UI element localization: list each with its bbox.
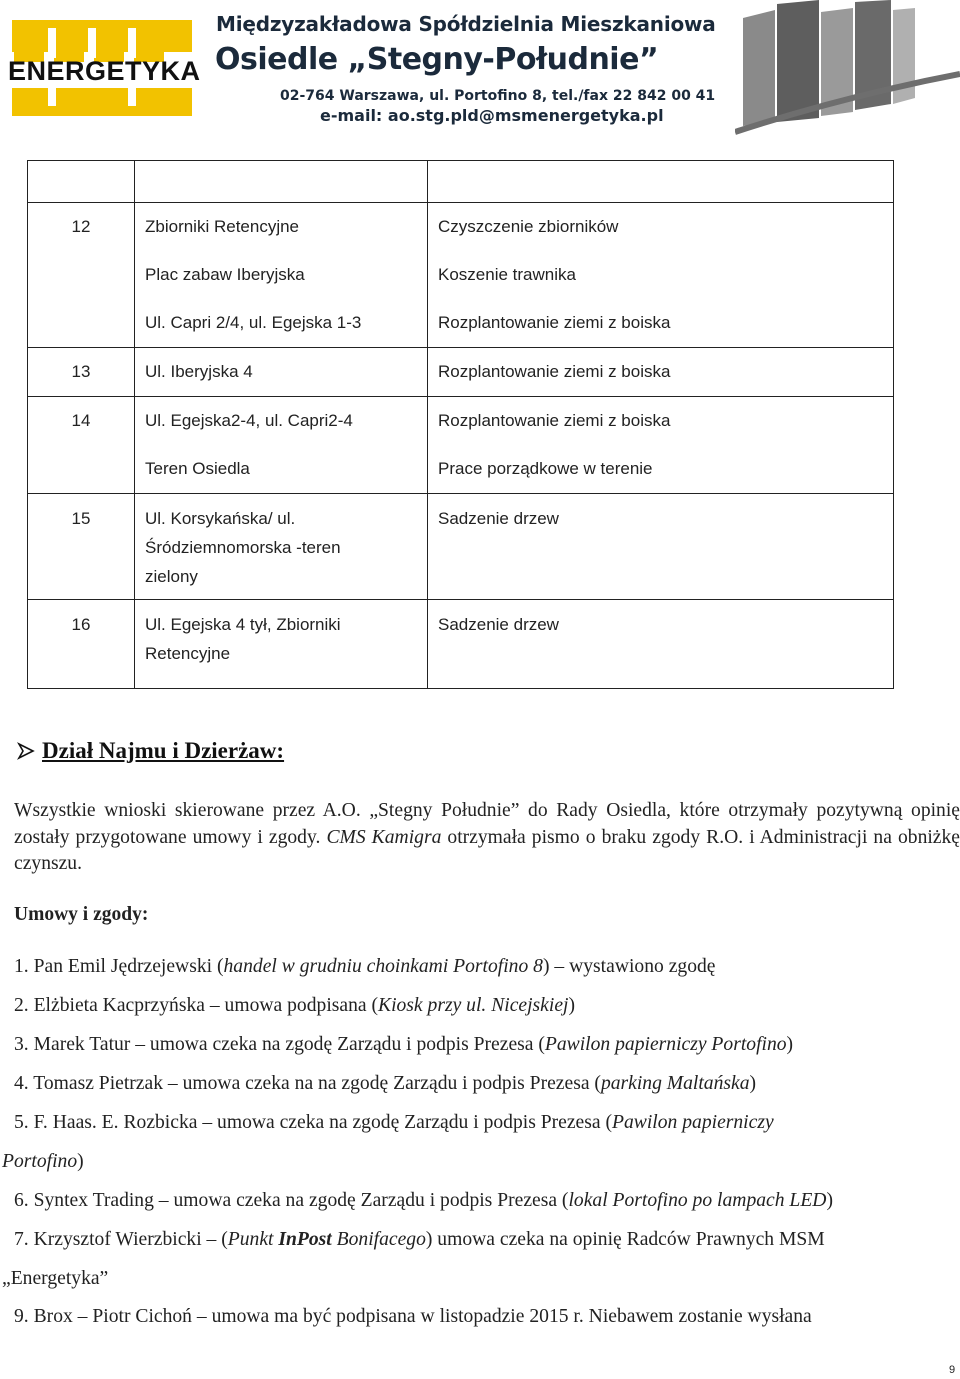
table-row (28, 397, 894, 494)
work-cell (428, 161, 894, 203)
table-row (28, 348, 894, 397)
maintenance-table (27, 160, 894, 689)
place-line: Zbiorniki Retencyjne (145, 217, 300, 236)
work-line: Rozplantowanie ziemi z boiska (438, 313, 671, 332)
place-line: Ul. Korsykańska/ ul. (145, 509, 296, 528)
place-line: Ul. Capri 2/4, ul. Egejska 1-3 (145, 313, 362, 332)
row-number: 16 (71, 615, 91, 634)
table-row (28, 203, 894, 348)
place-line: Ul. Iberyjska 4 (145, 362, 253, 381)
work-line: Rozplantowanie ziemi z boiska (438, 411, 671, 430)
table-row (28, 161, 894, 203)
place-line: Śródziemnomorska -teren (145, 538, 341, 557)
page-number: 9 (949, 1364, 956, 1376)
list-item: 9. Brox – Piotr Cichoń – umowa ma być podpisana w listopadzie 2015 r. Niebawem zostanie wysłana (14, 1306, 812, 1327)
list-item: 1. Pan Emil Jędrzejewski (handel w grudniu choinkami Portofino 8) – wystawiono zgodę (14, 956, 716, 977)
place-line: Ul. Egejska2-4, ul. Capri2-4 (145, 411, 353, 430)
section-paragraph (14, 798, 960, 878)
paragraph-text: Wszystkie wnioski skierowane przez A.O. „Stegny Południe” do Rady Osiedla, które otrzymały pozytywną opinię zostały przygotowane umowy i zgody. (14, 800, 960, 848)
paragraph-text: otrzymała pismo o braku zgody R.O. i Administracji na obniżkę czynszu. (14, 826, 960, 874)
list-item: 4. Tomasz Pietrzak – umowa czeka na na zgodę Zarządu i podpis Prezesa (parking Maltańska) (14, 1073, 757, 1094)
row-number: 15 (71, 509, 91, 528)
work-line: Prace porządkowe w terenie (438, 459, 653, 478)
paragraph-italic: CMS Kamigra (326, 826, 442, 848)
table-row (28, 600, 894, 689)
logo-text: ENERGETYKA (8, 56, 201, 86)
list-item: 5. F. Haas. E. Rozbicka – umowa czeka na zgodę Zarządu i podpis Prezesa (Pawilon papierniczy Portofino) (2, 1112, 774, 1172)
row-number (28, 161, 135, 203)
list-item: 6. Syntex Trading – umowa czeka na zgodę Zarządu i podpis Prezesa (lokal Portofino po lampach LED) (14, 1190, 833, 1211)
list-item: 2. Elżbieta Kacprzyńska – umowa podpisana (Kiosk przy ul. Nicejskiej) (14, 995, 575, 1016)
subheading: Umowy i zgody: (14, 904, 149, 925)
org-email: e-mail: ao.stg.pld@msmenergetyka.pl (320, 106, 664, 125)
table-row (28, 494, 894, 600)
arrow-bullet-icon (16, 742, 36, 760)
org-address: 02-764 Warszawa, ul. Portofino 8, tel./fax 22 842 00 41 (280, 88, 716, 104)
row-number: 13 (71, 362, 91, 381)
place-line: Teren Osiedla (145, 459, 250, 478)
work-line: Sadzenie drzew (438, 509, 559, 528)
place-line: Plac zabaw Iberyjska (145, 265, 305, 284)
work-line: Koszenie trawnika (438, 265, 576, 284)
list-item: 7. Krzysztof Wierzbicki – (Punkt InPost Bonifacego) umowa czeka na opinię Radców Prawnych MSM „Energetyka” (2, 1229, 825, 1289)
list-item: 3. Marek Tatur – umowa czeka na zgodę Zarządu i podpis Prezesa (Pawilon papierniczy Portofino) (14, 1034, 794, 1055)
place-cell (135, 161, 428, 203)
org-name-line: Międzyzakładowa Spółdzielnia Mieszkaniowa (216, 12, 716, 36)
work-line: Czyszczenie zbiorników (438, 217, 619, 236)
org-estate-name: Osiedle „Stegny-Południe” (215, 42, 659, 77)
place-line: Ul. Egejska 4 tył, Zbiorniki (145, 615, 341, 634)
building-icon (735, 0, 960, 140)
place-line: zielony (145, 567, 198, 586)
row-number: 12 (71, 217, 91, 236)
work-line: Rozplantowanie ziemi z boiska (438, 362, 671, 381)
row-number: 14 (71, 411, 91, 430)
section-heading (16, 738, 284, 764)
letterhead (0, 0, 960, 140)
section-heading-text: Dział Najmu i Dzierżaw: (42, 738, 285, 763)
place-line: Retencyjne (145, 644, 231, 663)
work-line: Sadzenie drzew (438, 615, 559, 634)
